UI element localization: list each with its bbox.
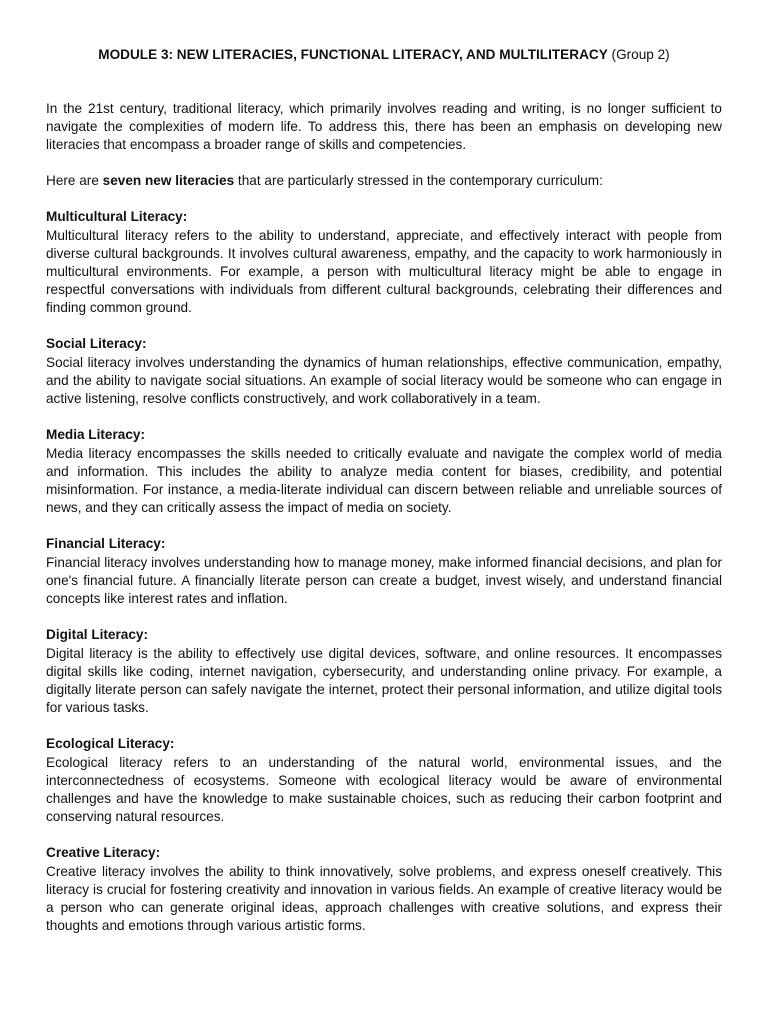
section-heading: Ecological Literacy: [46, 736, 175, 751]
section-heading: Multicultural Literacy: [46, 209, 188, 224]
section-digital-literacy [46, 626, 722, 717]
section-heading: Social Literacy: [46, 336, 147, 351]
document-title [46, 46, 722, 64]
section-social-literacy [46, 335, 722, 408]
title-suffix-text: (Group 2) [607, 47, 670, 62]
title-bold-text: MODULE 3: NEW LITERACIES, FUNCTIONAL LITERACY, AND MULTILITERACY [98, 47, 608, 62]
lead-pre-text: Here are [46, 173, 103, 188]
section-body: Digital literacy is the ability to effectively use digital devices, software, and online resources. It encompasses digital skills like coding, internet navigation, cybersecurity, and understanding online privacy. For example, a digitally literate person can safely navigate the internet, protect their personal information, and utilize digital tools for various tasks. [46, 646, 722, 715]
section-heading: Media Literacy: [46, 427, 145, 442]
section-financial-literacy [46, 535, 722, 608]
section-body: Multicultural literacy refers to the ability to understand, appreciate, and effectively interact with people from diverse cultural backgrounds. It involves cultural awareness, empathy, and the capacity to work harmoniously in multicultural environments. For example, a person with multicultural literacy might be able to engage in respectful conversations with individuals from different cultural backgrounds, celebrating their differences and finding common ground. [46, 228, 722, 315]
lead-paragraph [46, 172, 722, 190]
section-body: Financial literacy involves understanding how to manage money, make informed financial decisions, and plan for one's financial future. A financially literate person can create a budget, invest wisely, and understand financial concepts like interest rates and inflation. [46, 555, 722, 606]
section-heading: Creative Literacy: [46, 845, 161, 860]
section-multicultural-literacy [46, 208, 722, 317]
section-media-literacy [46, 426, 722, 517]
section-body: Social literacy involves understanding the dynamics of human relationships, effective communication, empathy, and the ability to navigate social situations. An example of social literacy would be someone who can engage in active listening, resolve conflicts constructively, and work collaboratively in a team. [46, 355, 722, 406]
section-body: Ecological literacy refers to an understanding of the natural world, environmental issues, and the interconnectedness of ecosystems. Someone with ecological literacy would be aware of environmental challenges and have the knowledge to make sustainable choices, such as reducing their carbon footprint and conserving natural resources. [46, 755, 722, 824]
lead-post-text: that are particularly stressed in the contemporary curriculum: [234, 173, 603, 188]
lead-bold-text: seven new literacies [102, 173, 235, 188]
section-creative-literacy [46, 844, 722, 935]
section-heading: Financial Literacy: [46, 536, 166, 551]
section-body: Media literacy encompasses the skills needed to critically evaluate and navigate the complex world of media and information. This includes the ability to analyze media content for biases, credibility, and potential misinformation. For instance, a media-literate individual can discern between reliable and unreliable sources of news, and they can critically assess the impact of media on society. [46, 446, 722, 515]
section-body: Creative literacy involves the ability to think innovatively, solve problems, and express oneself creatively. This literacy is crucial for fostering creativity and innovation in various fields. An example of creative literacy would be a person who can generate original ideas, approach challenges with creative solutions, and express their thoughts and emotions through various artistic forms. [46, 864, 722, 933]
section-ecological-literacy [46, 735, 722, 826]
document-page [46, 46, 722, 953]
section-heading: Digital Literacy: [46, 627, 148, 642]
intro-paragraph: In the 21st century, traditional literacy, which primarily involves reading and writing, is no longer sufficient to navigate the complexities of modern life. To address this, there has been an emphasis on developing new literacies that encompass a broader range of skills and competencies. [46, 101, 722, 152]
